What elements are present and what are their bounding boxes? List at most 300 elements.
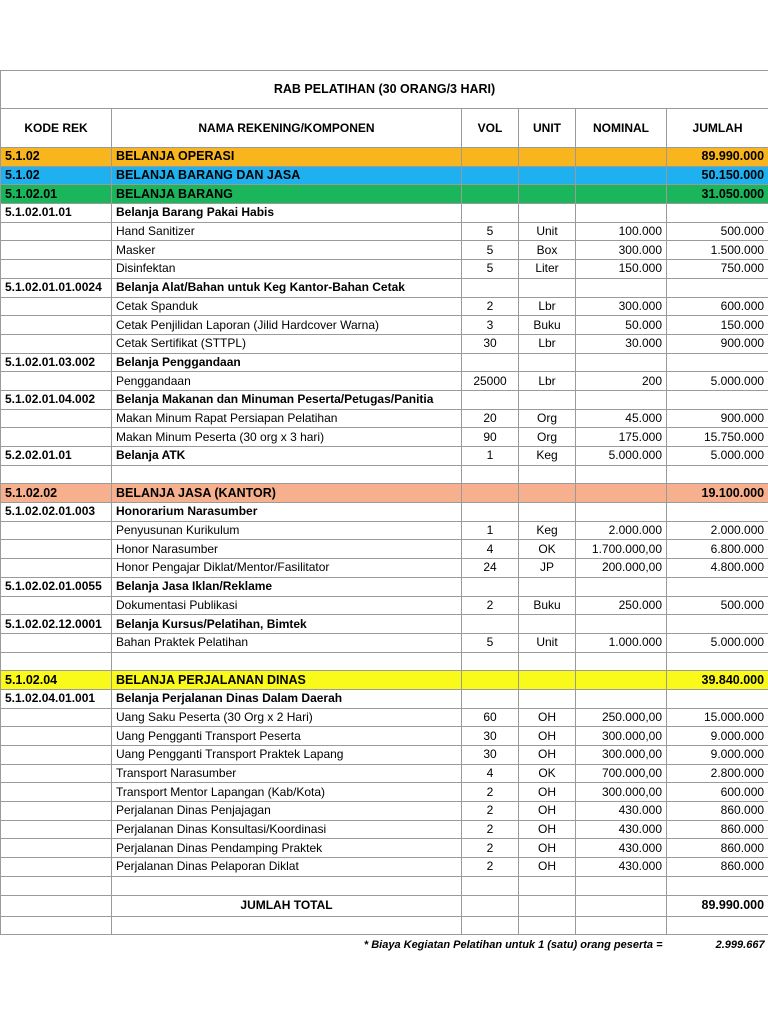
volume: 2 (462, 297, 519, 316)
account-code (1, 708, 112, 727)
section-row (1, 671, 768, 690)
volume: 4 (462, 764, 519, 783)
unit: OH (519, 727, 576, 746)
account-name: BELANJA BARANG (112, 185, 462, 204)
item-row (1, 820, 768, 839)
account-row (1, 689, 768, 708)
amount: 19.100.000 (667, 484, 768, 503)
account-code (1, 222, 112, 241)
account-name: Belanja Perjalanan Dinas Dalam Daerah (112, 689, 462, 708)
total-row (1, 895, 768, 916)
volume: 2 (462, 783, 519, 802)
volume: 2 (462, 839, 519, 858)
nominal: 430.000 (576, 839, 667, 858)
volume: 2 (462, 820, 519, 839)
account-code (1, 596, 112, 615)
empty-cell (1, 465, 112, 484)
cost-per-participant-value: 2.999.667 (667, 935, 768, 956)
account-name: Transport Narasumber (112, 764, 462, 783)
empty-row (1, 465, 768, 484)
nominal (576, 390, 667, 409)
unit: Keg (519, 447, 576, 466)
nominal: 700.000,00 (576, 764, 667, 783)
account-code: 5.1.02.02 (1, 484, 112, 503)
unit: Buku (519, 316, 576, 335)
empty-cell (112, 916, 462, 935)
account-code (1, 409, 112, 428)
item-row (1, 839, 768, 858)
unit: Buku (519, 596, 576, 615)
header-row (1, 109, 768, 148)
volume: 5 (462, 633, 519, 652)
account-name: Honor Narasumber (112, 540, 462, 559)
account-code (1, 540, 112, 559)
volume: 4 (462, 540, 519, 559)
header-nominal: NOMINAL (576, 109, 667, 148)
item-row (1, 764, 768, 783)
nominal: 300.000 (576, 297, 667, 316)
item-row (1, 297, 768, 316)
account-name: BELANJA OPERASI (112, 148, 462, 167)
unit: Unit (519, 222, 576, 241)
unit: OH (519, 708, 576, 727)
unit: Keg (519, 521, 576, 540)
nominal: 100.000 (576, 222, 667, 241)
nominal (576, 689, 667, 708)
amount: 5.000.000 (667, 633, 768, 652)
unit: OK (519, 540, 576, 559)
item-row (1, 858, 768, 877)
volume (462, 484, 519, 503)
empty-cell (462, 895, 519, 916)
account-name: Penggandaan (112, 372, 462, 391)
amount: 600.000 (667, 297, 768, 316)
item-row (1, 241, 768, 260)
empty-cell (1, 916, 112, 935)
account-code: 5.1.02.02.01.003 (1, 503, 112, 522)
volume (462, 166, 519, 185)
nominal: 200 (576, 372, 667, 391)
account-row (1, 390, 768, 409)
amount: 900.000 (667, 334, 768, 353)
account-name: Perjalanan Dinas Penjajagan (112, 802, 462, 821)
total-value: 89.990.000 (667, 895, 768, 916)
account-name: BELANJA JASA (KANTOR) (112, 484, 462, 503)
account-name: BELANJA BARANG DAN JASA (112, 166, 462, 185)
amount (667, 390, 768, 409)
unit (519, 577, 576, 596)
unit: OH (519, 839, 576, 858)
unit (519, 148, 576, 167)
header-unit: UNIT (519, 109, 576, 148)
unit (519, 484, 576, 503)
account-name: Uang Saku Peserta (30 Org x 2 Hari) (112, 708, 462, 727)
item-row (1, 260, 768, 279)
account-code (1, 633, 112, 652)
account-code: 5.1.02.02.12.0001 (1, 615, 112, 634)
unit: OK (519, 764, 576, 783)
empty-cell (576, 652, 667, 671)
item-row (1, 559, 768, 578)
unit (519, 204, 576, 223)
nominal: 2.000.000 (576, 521, 667, 540)
account-name: Penyusunan Kurikulum (112, 521, 462, 540)
amount: 4.800.000 (667, 559, 768, 578)
amount: 89.990.000 (667, 148, 768, 167)
empty-cell (519, 652, 576, 671)
unit (519, 353, 576, 372)
nominal: 250.000 (576, 596, 667, 615)
nominal: 30.000 (576, 334, 667, 353)
unit: Org (519, 409, 576, 428)
section-row (1, 166, 768, 185)
volume: 2 (462, 858, 519, 877)
volume: 3 (462, 316, 519, 335)
item-row (1, 521, 768, 540)
volume: 5 (462, 260, 519, 279)
amount: 500.000 (667, 596, 768, 615)
unit: Lbr (519, 372, 576, 391)
account-code (1, 241, 112, 260)
empty-cell (519, 916, 576, 935)
item-row (1, 540, 768, 559)
account-code (1, 559, 112, 578)
nominal: 250.000,00 (576, 708, 667, 727)
volume: 20 (462, 409, 519, 428)
item-row (1, 334, 768, 353)
empty-cell (519, 876, 576, 895)
volume (462, 503, 519, 522)
nominal (576, 185, 667, 204)
account-code (1, 297, 112, 316)
empty-cell (576, 916, 667, 935)
account-code (1, 428, 112, 447)
volume: 30 (462, 334, 519, 353)
account-name: Honor Pengajar Diklat/Mentor/Fasilitator (112, 559, 462, 578)
amount: 39.840.000 (667, 671, 768, 690)
title-row (1, 71, 768, 109)
unit: Unit (519, 633, 576, 652)
unit: Org (519, 428, 576, 447)
account-name: Makan Minum Peserta (30 org x 3 hari) (112, 428, 462, 447)
account-code (1, 727, 112, 746)
empty-cell (112, 876, 462, 895)
account-code: 5.2.02.01.01 (1, 447, 112, 466)
item-row (1, 727, 768, 746)
empty-cell (462, 876, 519, 895)
amount: 900.000 (667, 409, 768, 428)
account-code (1, 783, 112, 802)
volume: 5 (462, 222, 519, 241)
amount: 5.000.000 (667, 372, 768, 391)
amount (667, 615, 768, 634)
volume: 25000 (462, 372, 519, 391)
item-row (1, 708, 768, 727)
unit (519, 671, 576, 690)
unit: OH (519, 802, 576, 821)
item-row (1, 428, 768, 447)
volume: 24 (462, 559, 519, 578)
unit (519, 503, 576, 522)
volume (462, 671, 519, 690)
empty-cell (519, 465, 576, 484)
nominal: 1.700.000,00 (576, 540, 667, 559)
account-code: 5.1.02.01.01.0024 (1, 278, 112, 297)
nominal: 5.000.000 (576, 447, 667, 466)
empty-row (1, 876, 768, 895)
account-row (1, 447, 768, 466)
account-name: Hand Sanitizer (112, 222, 462, 241)
nominal: 300.000,00 (576, 783, 667, 802)
empty-cell (1, 935, 112, 956)
header-jumlah: JUMLAH (667, 109, 768, 148)
account-name: Belanja Makanan dan Minuman Peserta/Petugas/Panitia (112, 390, 462, 409)
volume (462, 577, 519, 596)
nominal: 45.000 (576, 409, 667, 428)
unit (519, 615, 576, 634)
amount (667, 278, 768, 297)
account-code (1, 260, 112, 279)
nominal (576, 577, 667, 596)
nominal (576, 615, 667, 634)
amount: 2.000.000 (667, 521, 768, 540)
amount: 600.000 (667, 783, 768, 802)
amount: 750.000 (667, 260, 768, 279)
nominal: 300.000,00 (576, 727, 667, 746)
unit (519, 185, 576, 204)
account-code: 5.1.02.04 (1, 671, 112, 690)
unit (519, 278, 576, 297)
empty-cell (1, 652, 112, 671)
nominal (576, 166, 667, 185)
amount: 860.000 (667, 839, 768, 858)
unit: JP (519, 559, 576, 578)
nominal (576, 148, 667, 167)
empty-cell (1, 895, 112, 916)
amount: 860.000 (667, 820, 768, 839)
account-code (1, 802, 112, 821)
account-code: 5.1.02 (1, 148, 112, 167)
empty-cell (112, 465, 462, 484)
empty-cell (667, 916, 768, 935)
item-row (1, 372, 768, 391)
account-name: Cetak Spanduk (112, 297, 462, 316)
account-name: Disinfektan (112, 260, 462, 279)
nominal: 200.000,00 (576, 559, 667, 578)
amount: 860.000 (667, 858, 768, 877)
empty-cell (576, 895, 667, 916)
account-name: Belanja Kursus/Pelatihan, Bimtek (112, 615, 462, 634)
header-vol: VOL (462, 109, 519, 148)
amount: 15.750.000 (667, 428, 768, 447)
nominal: 430.000 (576, 802, 667, 821)
account-name: Belanja Penggandaan (112, 353, 462, 372)
volume (462, 390, 519, 409)
account-row (1, 204, 768, 223)
sheet-title: RAB PELATIHAN (30 ORANG/3 HARI) (1, 71, 768, 109)
account-name: Transport Mentor Lapangan (Kab/Kota) (112, 783, 462, 802)
amount: 15.000.000 (667, 708, 768, 727)
account-code (1, 316, 112, 335)
empty-cell (576, 876, 667, 895)
section-row (1, 185, 768, 204)
volume (462, 185, 519, 204)
account-row (1, 577, 768, 596)
account-name: BELANJA PERJALANAN DINAS (112, 671, 462, 690)
note-row (1, 935, 768, 956)
empty-cell (667, 876, 768, 895)
total-label: JUMLAH TOTAL (112, 895, 462, 916)
empty-cell (1, 876, 112, 895)
item-row (1, 746, 768, 765)
item-row (1, 802, 768, 821)
account-code (1, 746, 112, 765)
account-code: 5.1.02 (1, 166, 112, 185)
account-name: Belanja Barang Pakai Habis (112, 204, 462, 223)
empty-cell (667, 465, 768, 484)
account-name: Perjalanan Dinas Pendamping Praktek (112, 839, 462, 858)
account-row (1, 278, 768, 297)
unit: OH (519, 783, 576, 802)
account-name: Perjalanan Dinas Konsultasi/Koordinasi (112, 820, 462, 839)
section-row (1, 148, 768, 167)
item-row (1, 783, 768, 802)
empty-cell (519, 895, 576, 916)
header-kode: KODE REK (1, 109, 112, 148)
account-code: 5.1.02.04.01.001 (1, 689, 112, 708)
empty-cell (462, 916, 519, 935)
empty-cell (462, 465, 519, 484)
amount: 9.000.000 (667, 727, 768, 746)
account-code (1, 334, 112, 353)
amount: 860.000 (667, 802, 768, 821)
account-name: Belanja ATK (112, 447, 462, 466)
unit (519, 166, 576, 185)
item-row (1, 633, 768, 652)
account-code: 5.1.02.01 (1, 185, 112, 204)
volume: 1 (462, 447, 519, 466)
unit: Box (519, 241, 576, 260)
item-row (1, 596, 768, 615)
budget-sheet (0, 70, 768, 955)
item-row (1, 316, 768, 335)
nominal: 300.000,00 (576, 746, 667, 765)
volume (462, 689, 519, 708)
volume (462, 148, 519, 167)
account-row (1, 503, 768, 522)
cost-per-participant-note: * Biaya Kegiatan Pelatihan untuk 1 (satu) orang peserta = (112, 935, 667, 956)
nominal (576, 353, 667, 372)
account-code (1, 372, 112, 391)
volume (462, 353, 519, 372)
nominal: 1.000.000 (576, 633, 667, 652)
nominal: 175.000 (576, 428, 667, 447)
amount (667, 204, 768, 223)
volume: 2 (462, 802, 519, 821)
item-row (1, 409, 768, 428)
volume: 2 (462, 596, 519, 615)
volume: 30 (462, 746, 519, 765)
amount (667, 503, 768, 522)
account-name: Uang Pengganti Transport Praktek Lapang (112, 746, 462, 765)
amount: 1.500.000 (667, 241, 768, 260)
account-code: 5.1.02.01.01 (1, 204, 112, 223)
amount (667, 577, 768, 596)
unit: OH (519, 746, 576, 765)
account-code: 5.1.02.01.04.002 (1, 390, 112, 409)
volume: 90 (462, 428, 519, 447)
amount: 5.000.000 (667, 447, 768, 466)
empty-cell (576, 465, 667, 484)
amount: 50.150.000 (667, 166, 768, 185)
empty-cell (462, 652, 519, 671)
account-row (1, 353, 768, 372)
nominal: 50.000 (576, 316, 667, 335)
account-name: Bahan Praktek Pelatihan (112, 633, 462, 652)
account-name: Cetak Sertifikat (STTPL) (112, 334, 462, 353)
account-code (1, 839, 112, 858)
unit: Lbr (519, 334, 576, 353)
volume: 5 (462, 241, 519, 260)
account-row (1, 615, 768, 634)
amount: 2.800.000 (667, 764, 768, 783)
empty-row (1, 652, 768, 671)
account-name: Perjalanan Dinas Pelaporan Diklat (112, 858, 462, 877)
amount: 150.000 (667, 316, 768, 335)
unit: Lbr (519, 297, 576, 316)
header-nama: NAMA REKENING/KOMPONEN (112, 109, 462, 148)
volume: 30 (462, 727, 519, 746)
nominal (576, 484, 667, 503)
nominal: 430.000 (576, 820, 667, 839)
unit (519, 390, 576, 409)
account-code (1, 858, 112, 877)
empty-cell (667, 652, 768, 671)
nominal (576, 503, 667, 522)
amount: 31.050.000 (667, 185, 768, 204)
unit: Liter (519, 260, 576, 279)
account-code (1, 521, 112, 540)
section-row (1, 484, 768, 503)
nominal: 430.000 (576, 858, 667, 877)
account-name: Belanja Jasa Iklan/Reklame (112, 577, 462, 596)
amount: 9.000.000 (667, 746, 768, 765)
account-name: Belanja Alat/Bahan untuk Keg Kantor-Bahan Cetak (112, 278, 462, 297)
empty-row (1, 916, 768, 935)
amount (667, 353, 768, 372)
volume: 60 (462, 708, 519, 727)
volume (462, 278, 519, 297)
account-name: Masker (112, 241, 462, 260)
unit: OH (519, 820, 576, 839)
account-name: Dokumentasi Publikasi (112, 596, 462, 615)
account-code: 5.1.02.01.03.002 (1, 353, 112, 372)
account-name: Honorarium Narasumber (112, 503, 462, 522)
amount: 500.000 (667, 222, 768, 241)
amount: 6.800.000 (667, 540, 768, 559)
volume: 1 (462, 521, 519, 540)
nominal (576, 204, 667, 223)
account-code: 5.1.02.02.01.0055 (1, 577, 112, 596)
account-code (1, 820, 112, 839)
account-name: Cetak Penjilidan Laporan (Jilid Hardcover Warna) (112, 316, 462, 335)
unit: OH (519, 858, 576, 877)
nominal: 150.000 (576, 260, 667, 279)
amount (667, 689, 768, 708)
account-name: Uang Pengganti Transport Peserta (112, 727, 462, 746)
unit (519, 689, 576, 708)
nominal: 300.000 (576, 241, 667, 260)
